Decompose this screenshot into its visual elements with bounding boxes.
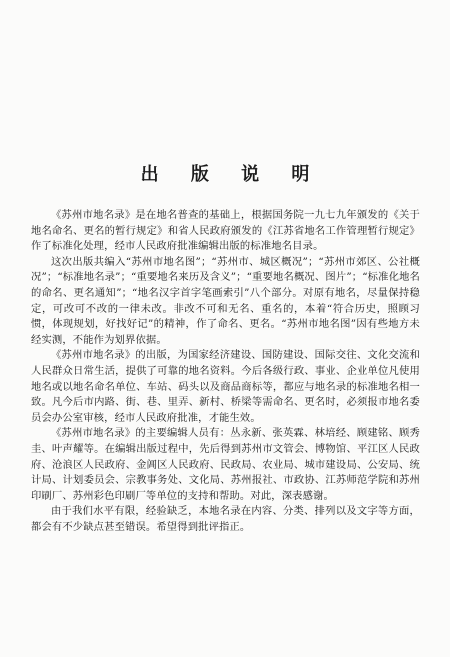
paragraph-usage: 《苏州市地名录》的出版，为国家经济建设、国防建设、国际交往、文化交流和人民群众日常生活，提供了可靠的地名资料。今后各级行政、事业、企业单位凡使用地名或以地名命名单位、车站、码头以及商品商标等，都应与地名录的标准地名相一致。凡今后市内路、街、巷、里弄、新村、桥梁等需命名、更名时，必须报市地名委员会办公室审核，经市人民政府批准，才能生效。: [31, 349, 420, 424]
paragraph-acknowledgements: 《苏州市地名录》的主要编辑人员有：丛永新、张英霖、林培经、顾建铭、顾秀圭、叶声耀等。在编辑出版过程中，先后得到苏州市文管会、博物馆、平江区人民政府、沧浪区人民政府、金阊区人民政府、民政局、农业局、城市建设局、公安局、统计局、计划委员会、宗教事务处、文化局、苏州报社、市政协、江苏师范学院和苏州印刷厂、苏州彩色印刷厂等单位的支持和帮助。对此，深表感谢。: [31, 427, 420, 502]
paragraph-intro: 《苏州市地名录》是在地名普查的基础上，根据国务院一九七九年颁发的《关于地名命名、更名的暂行规定》和省人民政府颁发的《江苏省地名工作管理暂行规定》作了标准化处理，经市人民政府批准编辑出版的标准地名目录。: [31, 209, 420, 253]
paragraph-contents: 这次出版共编入“苏州市地名图”；“苏州市、城区概况”；“苏州市郊区、公社概况”；“标准地名录”；“重要地名来历及含义”；“重要地名概况、图片”；“标准化地名的命名、更名通知”；“地名汉字首字笔画索引”八个部分。对原有地名，尽量保持稳定，可改可不改的一律未改。非改不可和无名、重名的，本着“符合历史，照顾习惯，体现规划，好找好记”的精神，作了命名、更名。“苏州市地名图”因有些地方未经实测，不能作为划界依据。: [31, 255, 420, 346]
page-title: 出 版 说 明: [140, 164, 323, 185]
document-body: [31, 208, 420, 535]
paragraph-closing: 由于我们水平有限，经验缺乏，本地名录在内容、分类、排列以及文字等方面，都会有不少缺点甚至错误。希望得到批评指正。: [31, 505, 420, 533]
